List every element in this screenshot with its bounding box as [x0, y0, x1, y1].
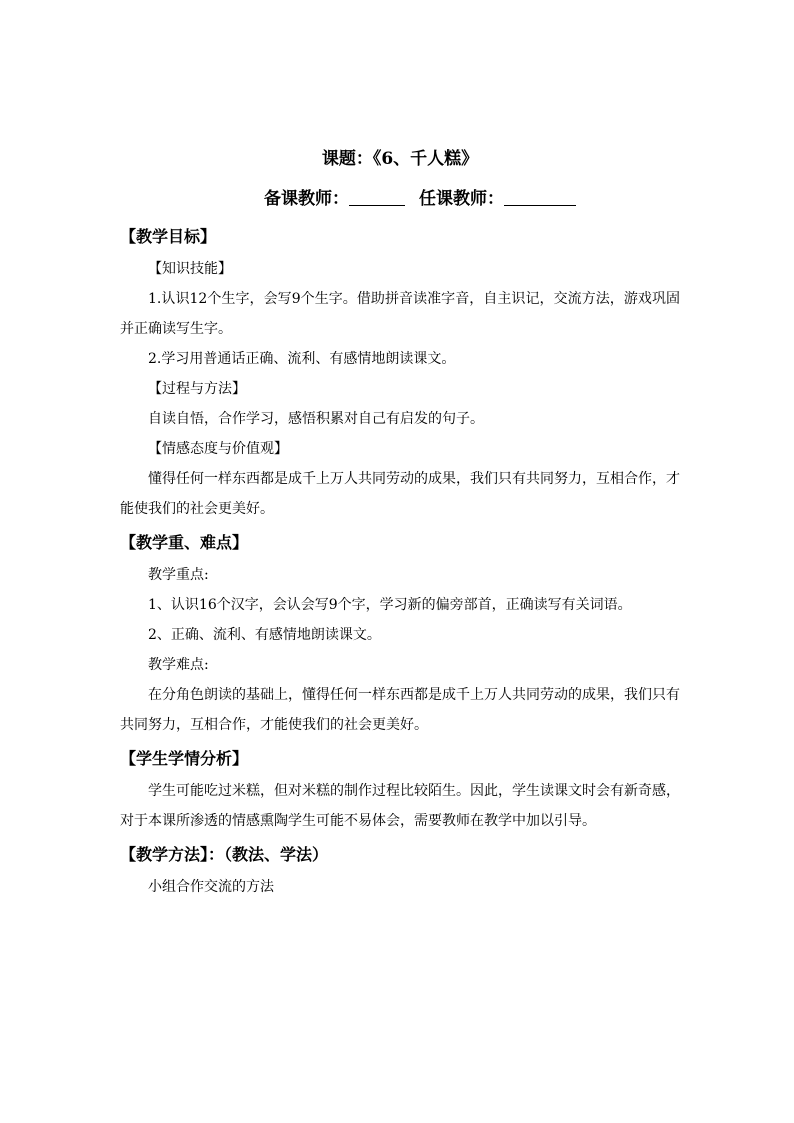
key-paragraph-2: 2、正确、流利、有感情地朗读课文。 [148, 627, 381, 643]
key-points-heading: 【教学重、难点】 [120, 533, 249, 552]
methods-heading: 【教学方法】：（教法、学法） [120, 845, 329, 864]
methods-paragraph: 小组合作交流的方法 [148, 879, 274, 895]
knowledge-heading: 【知识技能】 [148, 261, 232, 277]
teach-teacher-blank [504, 187, 576, 206]
emotion-heading: 【情感态度与价值观】 [148, 441, 288, 457]
process-paragraph: 自读自悟，合作学习，感悟积累对自己有启发的句子。 [148, 411, 484, 427]
difficult-label: 教学难点: [148, 657, 209, 673]
analysis-paragraph: 学生可能吃过米糕，但对米糕的制作过程比较陌生。因此，学生读课文时会有新奇感，对于本课所渗透的情感熏陶学生可能不易体会，需要教师在教学中加以引导。 [120, 783, 680, 829]
prep-teacher-blank [349, 187, 405, 206]
goals-heading: 【教学目标】 [120, 227, 217, 246]
document-content [120, 140, 680, 902]
analysis-heading: 【学生学情分析】 [120, 749, 249, 768]
process-heading: 【过程与方法】 [148, 381, 246, 397]
key-label: 教学重点: [148, 567, 209, 583]
emotion-paragraph: 懂得任何一样东西都是成千上万人共同劳动的成果，我们只有共同努力，互相合作，才能使我们的社会更美好。 [120, 471, 680, 517]
prep-teacher-label: 备课教师： [264, 189, 350, 209]
teacher-line [120, 178, 680, 220]
teach-teacher-label: 任课教师： [418, 189, 504, 209]
knowledge-paragraph-1: 1.认识12个生字，会写9个生字。借助拼音读准字音，自主识记，交流方法，游戏巩固并正确读写生字。 [120, 291, 680, 337]
knowledge-paragraph-2: 2.学习用普通话正确、流利、有感情地朗读课文。 [148, 351, 456, 367]
key-paragraph-1: 1、认识16个汉字，会认会写9个字，学习新的偏旁部首，正确读写有关词语。 [148, 597, 632, 613]
difficult-paragraph: 在分角色朗读的基础上，懂得任何一样东西都是成千上万人共同劳动的成果，我们只有共同努力，互相合作，才能使我们的社会更美好。 [120, 687, 680, 733]
lesson-title: 课题：《6、千人糕》 [321, 149, 479, 169]
